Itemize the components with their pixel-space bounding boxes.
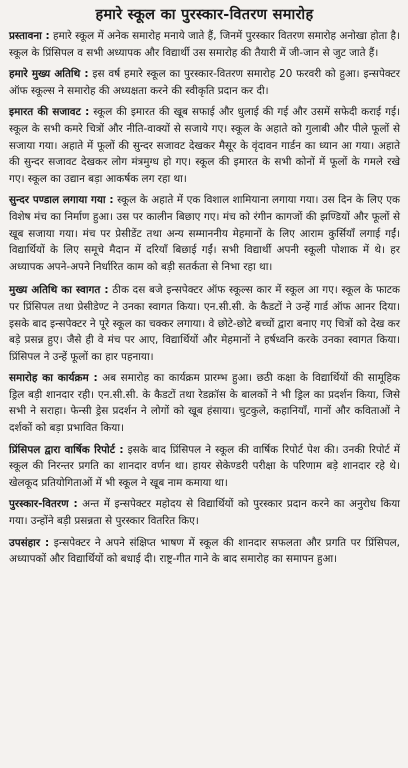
section-heading: उपसंहार : bbox=[9, 536, 50, 549]
section-heading: पुरस्कार-वितरण : bbox=[9, 498, 78, 511]
section-conclusion bbox=[9, 535, 400, 568]
section-heading: सुन्दर पण्डाल लगाया गया : bbox=[9, 194, 114, 207]
section-heading: प्रिंसिपल द्वारा वार्षिक रिपोर्ट : bbox=[9, 443, 124, 456]
section-intro bbox=[9, 28, 400, 61]
section-text: इस वर्ष हमारे स्कूल का पुरस्कार-वितरण समारोह 20 फरवरी को हुआ। इन्सपेक्टर ऑफ स्कूल्स ने समारोह की अध्यक्षता करने की स्वीकृति प्रदान कर दी। bbox=[9, 68, 400, 97]
section-pandal bbox=[9, 192, 400, 275]
section-text: स्कूल की इमारत की खूब सफाई और धुलाई की गई और उसमें सफेदी कराई गई। स्कूल के सभी कमरे चित्रों और नीति-वाक्यों से सजाये गए। स्कूल के अहाते को गुलाबी और पीले फूलों से सजाया गया। अहाते में फूलों की सुन्दर सजावट देखकर मैसूर के वृंदावन गार्डन का ध्यान आ गया। अहाते की सुन्दर सजावट देखकर लोग मंत्रमुग्ध हो गए। स्कूल की इमारत के सभी कोनों में फूलों के गमले रखे गए। स्कूल का उद्यान बड़ा आकर्षक लग रहा था। bbox=[9, 106, 400, 185]
section-annual-report bbox=[9, 442, 400, 492]
section-heading: मुख्य अतिथि का स्वागत : bbox=[9, 284, 109, 297]
section-heading: प्रस्तावना : bbox=[9, 30, 50, 42]
section-heading: हमारे मुख्य अतिथि : bbox=[9, 68, 89, 81]
section-guest-welcome bbox=[9, 282, 400, 365]
section-building-decoration bbox=[9, 104, 400, 187]
section-heading: समारोह का कार्यक्रम : bbox=[9, 372, 98, 385]
section-text: ठीक दस बजे इन्सपेक्टर ऑफ स्कूल्स कार में स्कूल आ गए। स्कूल के फाटक पर प्रिंसिपल तथा प्रेसीडेण्ट ने उनका स्वागत किया। एन.सी.सी. के कैडटों ने उन्हें गार्ड ऑफ आनर दिया। इसके बाद इन्सपेक्टर ने पूरे स्कूल का चक्कर लगाया। वे छोटे-छोटे बच्चों द्वारा बनाए गए चित्रों को देख कर बड़े प्रसन्न हुए। जैसे ही वे मंच पर आए, विद्यार्थियों और मेहमानों ने हर्षध्वनि करके उनका स्वागत किया। प्रिंसिपल ने उन्हें फूलों का हार पहनाया। bbox=[9, 284, 400, 363]
essay-title: हमारे स्कूल का पुरस्कार-वितरण समारोह bbox=[95, 7, 314, 23]
section-prize-distribution bbox=[9, 496, 400, 529]
section-text: इसके बाद प्रिंसिपल ने स्कूल की वार्षिक रिपोर्ट पेश की। उनकी रिपोर्ट में स्कूल की निरन्तर प्रगति का शानदार वर्णन था। हायर सेकेण्डरी परीक्षा के परिणाम बड़े शानदार रहे थे। खेलकूद प्रतियोगिताओं में भी स्कूल ने खूब नाम कमाया था। bbox=[9, 443, 400, 489]
section-chief-guest bbox=[9, 66, 400, 99]
section-program bbox=[9, 370, 400, 436]
section-text: स्कूल के अहाते में एक विशाल शामियाना लगाया गया। उस दिन के लिए एक विशेष मंच का निर्माण हुआ। उस पर कालीन बिछाए गए। मंच को रंगीन कागजों की झण्डियों और फूलों से खूब सजाया गया। मंच पर प्रेसीडेंट तथा अन्य सम्माननीय मेहमानों के लिए आराम कुर्सियाँ लगाई गईं। विद्यार्थियों के लिए समूचे मैदान में दरियाँ बिछाई गईं। सभी विद्यार्थी अपनी स्कूली पोशाक में थे। हर अध्यापक अपने-अपने निर्धारित काम को बड़ी सतर्कता से निभा रहा था। bbox=[9, 194, 400, 273]
section-text: अब समारोह का कार्यक्रम प्रारम्भ हुआ। छठी कक्षा के विद्यार्थियों की सामूहिक ड्रिल बड़ी शानदार रही। एन.सी.सी. के कैडटों तथा रेडक्रॉस के बालकों ने भी ड्रिल का प्रदर्शन किया, जिसे सभी ने सराहा। फेन्सी ड्रेस प्रदर्शन ने लोगों को खूब हंसाया। चुटकुले, कहानियाँ, गानों और कविताओं ने दर्शकों को बड़ा प्रभावित किया। bbox=[9, 372, 400, 435]
section-text: हमारे स्कूल में अनेक समारोह मनाये जाते हैं, जिनमें पुरस्कार वितरण समारोह अनोखा होता है। स्कूल के प्रिंसिपल व सभी अध्यापक और विद्यार्थी उस समारोह की तैयारी में जी-जान से जुट जाते हैं। bbox=[9, 30, 400, 59]
section-heading: इमारत की सजावट : bbox=[9, 106, 90, 119]
section-text: इन्सपेक्टर ने अपने संक्षिप्त भाषण में स्कूल की शानदार सफलता और प्रगति पर प्रिंसिपल, अध्यापकों और विद्यार्थियों को बधाई दी। राष्ट्र-गीत गाने के बाद समारोह का समापन हुआ। bbox=[9, 536, 400, 566]
section-text: अन्त में इन्सपेक्टर महोदय से विद्यार्थियों को पुरस्कार प्रदान करने का अनुरोध किया गया। उन्होंने बड़ी प्रसन्नता से पुरस्कार वितरित किए। bbox=[9, 498, 400, 528]
